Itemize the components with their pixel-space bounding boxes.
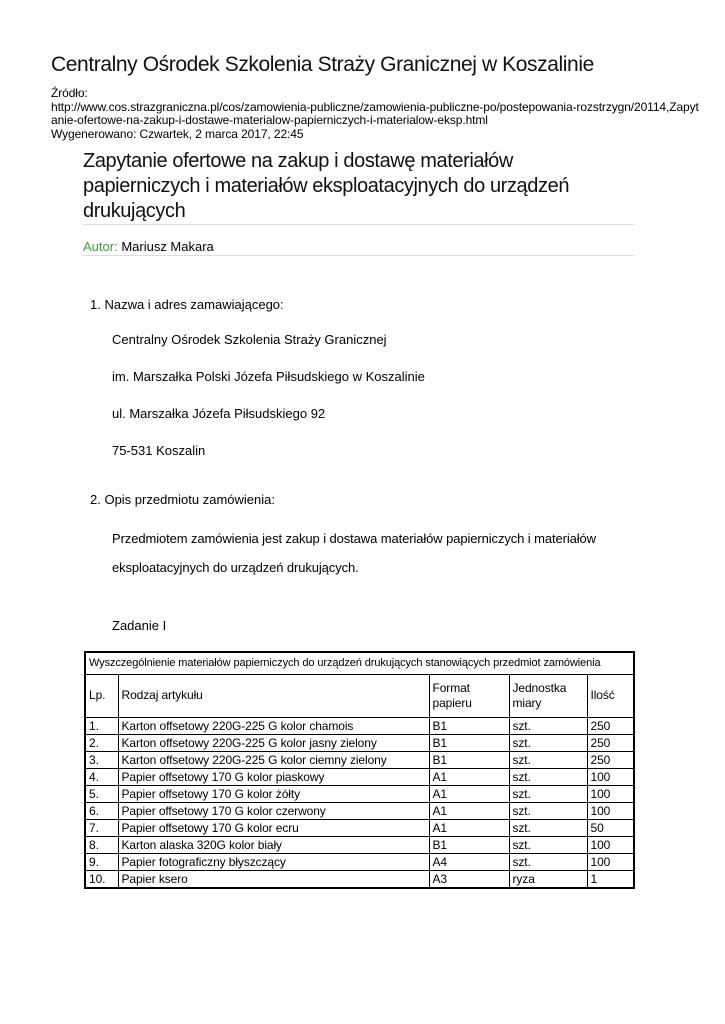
table-cell: szt. bbox=[509, 717, 587, 734]
table-header-row bbox=[85, 674, 634, 717]
table-cell: Karton offsetowy 220G-225 G kolor chamois bbox=[118, 717, 429, 734]
table-cell: Papier fotograficzny błyszczący bbox=[118, 853, 429, 870]
article-title: Zapytanie ofertowe na zakup i dostawę materiałów papierniczych i materiałów eksploatacyjnych do urządzeń drukujących bbox=[83, 150, 570, 222]
table-cell: B1 bbox=[429, 734, 509, 751]
table-row bbox=[85, 819, 634, 836]
table-cell: 4. bbox=[85, 768, 118, 785]
table-cell: 250 bbox=[587, 717, 634, 734]
table-cell: 100 bbox=[587, 802, 634, 819]
table-cell: szt. bbox=[509, 785, 587, 802]
table-cell: 250 bbox=[587, 734, 634, 751]
table-cell: A1 bbox=[429, 768, 509, 785]
article bbox=[83, 149, 699, 889]
table-row bbox=[85, 768, 634, 785]
address-block bbox=[83, 332, 699, 459]
column-header-lp: Lp. bbox=[85, 674, 118, 717]
table-cell: A1 bbox=[429, 785, 509, 802]
table-cell: Karton offsetowy 220G-225 G kolor jasny zielony bbox=[118, 734, 429, 751]
section-2-heading: 2. Opis przedmiotu zamówienia: bbox=[90, 492, 275, 507]
table-cell: B1 bbox=[429, 717, 509, 734]
materials-table bbox=[84, 651, 635, 889]
table-row bbox=[85, 870, 634, 888]
table-cell: szt. bbox=[509, 836, 587, 853]
table-cell: 1 bbox=[587, 870, 634, 888]
table-cell: 250 bbox=[587, 751, 634, 768]
table-cell: 6. bbox=[85, 802, 118, 819]
table-cell: Papier offsetowy 170 G kolor piaskowy bbox=[118, 768, 429, 785]
table-row bbox=[85, 802, 634, 819]
table-row bbox=[85, 734, 634, 751]
table-row bbox=[85, 853, 634, 870]
table-row bbox=[85, 717, 634, 734]
table-cell: 100 bbox=[587, 836, 634, 853]
table-cell: ryza bbox=[509, 870, 587, 888]
table-cell: A1 bbox=[429, 802, 509, 819]
table-caption-row bbox=[85, 652, 634, 674]
table-cell: Papier offsetowy 170 G kolor ecru bbox=[118, 819, 429, 836]
address-line: Centralny Ośrodek Szkolenia Straży Granicznej bbox=[112, 332, 387, 347]
table-cell: Papier offsetowy 170 G kolor żółty bbox=[118, 785, 429, 802]
author-label: Autor: bbox=[83, 239, 118, 254]
table-cell: 50 bbox=[587, 819, 634, 836]
column-header-jednostka: Jednostka miary bbox=[509, 674, 587, 717]
table-cell: 1. bbox=[85, 717, 118, 734]
table-cell: 9. bbox=[85, 853, 118, 870]
table-cell: 10. bbox=[85, 870, 118, 888]
table-cell: szt. bbox=[509, 853, 587, 870]
table-cell: 3. bbox=[85, 751, 118, 768]
section-2-paragraph: Przedmiotem zamówienia jest zakup i dostawa materiałów papierniczych i materiałów eksploatacyjnych do urządzeń drukujących. bbox=[112, 531, 596, 575]
table-cell: szt. bbox=[509, 734, 587, 751]
table-cell: szt. bbox=[509, 802, 587, 819]
table-cell: B1 bbox=[429, 836, 509, 853]
table-row bbox=[85, 751, 634, 768]
table-cell: 5. bbox=[85, 785, 118, 802]
table-cell: szt. bbox=[509, 819, 587, 836]
table-cell: 100 bbox=[587, 768, 634, 785]
table-cell: Papier offsetowy 170 G kolor czerwony bbox=[118, 802, 429, 819]
address-line: im. Marszałka Polski Józefa Piłsudskiego w Koszalinie bbox=[112, 369, 425, 384]
source-url: http://www.cos.strazgraniczna.pl/cos/zamowienia-publiczne/zamowienia-publiczne-po/postepowania-rozstrzygn/20114,Zapytanie-ofertowe-na-zakup-i-dostawe-materialow-papierniczych-i-materialow-eksp.html bbox=[51, 99, 699, 127]
site-title: Centralny Ośrodek Szkolenia Straży Granicznej w Koszalinie bbox=[51, 53, 594, 76]
source-block bbox=[51, 87, 699, 141]
table-cell: A1 bbox=[429, 819, 509, 836]
task-label: Zadanie I bbox=[112, 618, 167, 633]
column-header-ilosc: Ilość bbox=[587, 674, 634, 717]
generated-line: Wygenerowano: Czwartek, 2 marca 2017, 22:45 bbox=[51, 126, 304, 141]
table-cell: B1 bbox=[429, 751, 509, 768]
table-cell: A4 bbox=[429, 853, 509, 870]
table-row bbox=[85, 785, 634, 802]
table-cell: 2. bbox=[85, 734, 118, 751]
author-line bbox=[83, 238, 699, 255]
address-line: ul. Marszałka Józefa Piłsudskiego 92 bbox=[112, 406, 326, 421]
table-cell: Papier ksero bbox=[118, 870, 429, 888]
author-name: Mariusz Makara bbox=[121, 239, 214, 254]
table-cell: szt. bbox=[509, 751, 587, 768]
table-cell: Karton alaska 320G kolor biały bbox=[118, 836, 429, 853]
table-cell: 8. bbox=[85, 836, 118, 853]
table-row bbox=[85, 836, 634, 853]
section-1-heading: 1. Nazwa i adres zamawiającego: bbox=[90, 297, 284, 312]
table-cell: 100 bbox=[587, 785, 634, 802]
table-cell: A3 bbox=[429, 870, 509, 888]
masthead bbox=[51, 52, 699, 141]
source-label: Źródło: bbox=[51, 86, 88, 100]
column-header-format: Format papieru bbox=[429, 674, 509, 717]
table-cell: Karton offsetowy 220G-225 G kolor ciemny zielony bbox=[118, 751, 429, 768]
column-header-rodzaj: Rodzaj artykułu bbox=[118, 674, 429, 717]
divider-bottom bbox=[83, 255, 635, 256]
divider-top bbox=[83, 224, 635, 225]
table-cell: szt. bbox=[509, 768, 587, 785]
table-caption: Wyszczególnienie materiałów papierniczych do urządzeń drukujących stanowiących przedmiot zamówienia bbox=[85, 652, 634, 674]
address-line: 75-531 Koszalin bbox=[112, 443, 206, 458]
table-body bbox=[85, 717, 634, 888]
table-cell: 7. bbox=[85, 819, 118, 836]
table-cell: 100 bbox=[587, 853, 634, 870]
